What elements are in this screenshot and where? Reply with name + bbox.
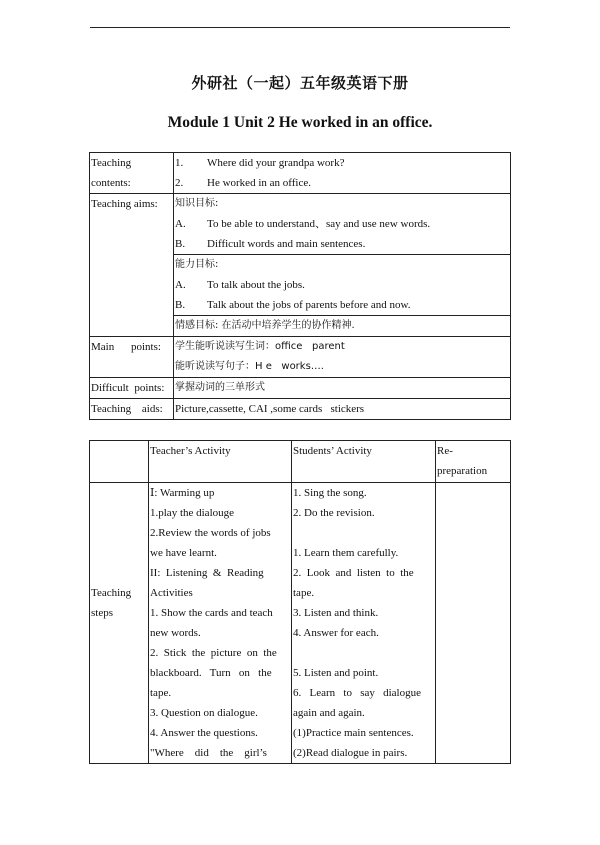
value-difficult-points: 掌握动词的三单形式 bbox=[174, 378, 511, 399]
teacher-line: new words. bbox=[150, 627, 201, 639]
row-teaching-aids bbox=[90, 399, 511, 420]
label-difficult-points: Difficult points: bbox=[90, 378, 174, 399]
student-line: again and again. bbox=[293, 707, 365, 719]
student-line bbox=[293, 523, 434, 543]
header-teacher-activity: Teacher’s Activity bbox=[149, 441, 292, 483]
document-title-chinese: 外研社（一起）五年级英语下册 bbox=[191, 74, 409, 92]
teacher-line: 3. Question on dialogue. bbox=[150, 707, 258, 719]
content-item: 2. He worked in an office. bbox=[175, 177, 311, 189]
row-difficult-points bbox=[90, 378, 511, 399]
student-line: (2)Read dialogue in pairs. bbox=[293, 747, 408, 759]
student-line: 1. Learn them carefully. bbox=[293, 547, 399, 559]
value-teaching-aids: Picture,cassette, CAI ,some cards stickers bbox=[174, 399, 511, 420]
steps-body-row bbox=[90, 483, 511, 764]
teacher-line: II: Listening & Reading bbox=[150, 567, 264, 579]
teacher-line: 2.Review the words of jobs bbox=[150, 527, 271, 539]
value-main-points: 学生能听说读写生词：office parent 能听说读写句子：H e works…. bbox=[174, 337, 511, 378]
teacher-line: Ⅰ: Warming up bbox=[150, 487, 215, 499]
student-line: tape. bbox=[293, 587, 315, 599]
teacher-activity-list bbox=[149, 483, 292, 764]
teacher-line: 2. Stick the picture on the bbox=[150, 647, 277, 659]
student-line: 3. Listen and think. bbox=[293, 607, 379, 619]
ability-aims: 能力目标: A. To talk about the jobs. B. Talk about the jobs of parents before and now. bbox=[174, 255, 510, 316]
teacher-line: we have learnt. bbox=[150, 547, 217, 559]
steps-header-row bbox=[90, 441, 511, 483]
student-line: 4. Answer for each. bbox=[293, 627, 379, 639]
teaching-steps-label: Teaching steps bbox=[90, 483, 149, 764]
value-teaching-contents bbox=[174, 153, 511, 194]
header-students-activity: Students’ Activity bbox=[292, 441, 436, 483]
aim-item: B. Difficult words and main sentences. bbox=[175, 238, 366, 250]
label-main-points: Main points: bbox=[90, 337, 174, 378]
student-line: 6. Learn to say dialogue bbox=[293, 687, 421, 699]
teaching-steps-table bbox=[89, 440, 511, 764]
row-teaching-aims bbox=[90, 194, 511, 337]
row-main-points bbox=[90, 337, 511, 378]
student-line: 5. Listen and point. bbox=[293, 667, 379, 679]
top-rule bbox=[90, 27, 510, 28]
knowledge-aims: 知识目标: A. To be able to understand、say and use new words. B. Difficult words and main sentences. bbox=[174, 194, 510, 255]
emotion-aims: 情感目标: 在活动中培养学生的协作精神. bbox=[175, 320, 355, 331]
teacher-line: 1. Show the cards and teach bbox=[150, 607, 273, 619]
teacher-line: 1.play the dialouge bbox=[150, 507, 235, 519]
lesson-info-table bbox=[89, 152, 511, 420]
student-line bbox=[293, 643, 434, 663]
re-preparation-cell bbox=[436, 483, 511, 764]
teacher-line: Activities bbox=[150, 587, 193, 599]
aim-item: A. To talk about the jobs. bbox=[175, 279, 305, 291]
aim-item: A. To be able to understand、say and use new words. bbox=[175, 218, 431, 230]
student-line: 1. Sing the song. bbox=[293, 487, 367, 499]
students-activity-list bbox=[292, 483, 436, 764]
teacher-line: tape. bbox=[150, 687, 172, 699]
student-line: (1)Practice main sentences. bbox=[293, 727, 414, 739]
aim-item: B. Talk about the jobs of parents before and now. bbox=[175, 299, 411, 311]
document-title-english: Module 1 Unit 2 He worked in an office. bbox=[167, 114, 433, 131]
label-teaching-aids: Teaching aids: bbox=[90, 399, 174, 420]
student-line: 2. Look and listen to the bbox=[293, 567, 414, 579]
header-empty-cell bbox=[90, 441, 149, 483]
student-line: 2. Do the revision. bbox=[293, 507, 375, 519]
label-teaching-contents: Teaching contents: bbox=[90, 153, 174, 194]
row-teaching-contents bbox=[90, 153, 511, 194]
value-teaching-aims bbox=[174, 194, 511, 337]
header-re-preparation: Re- preparation bbox=[436, 441, 511, 483]
content-item: 1. Where did your grandpa work? bbox=[175, 157, 345, 169]
label-teaching-aims: Teaching aims: bbox=[90, 194, 174, 337]
teacher-line: "Where did the girl’s bbox=[150, 747, 267, 759]
teacher-line: blackboard. Turn on the bbox=[150, 667, 272, 679]
teacher-line: 4. Answer the questions. bbox=[150, 727, 258, 739]
